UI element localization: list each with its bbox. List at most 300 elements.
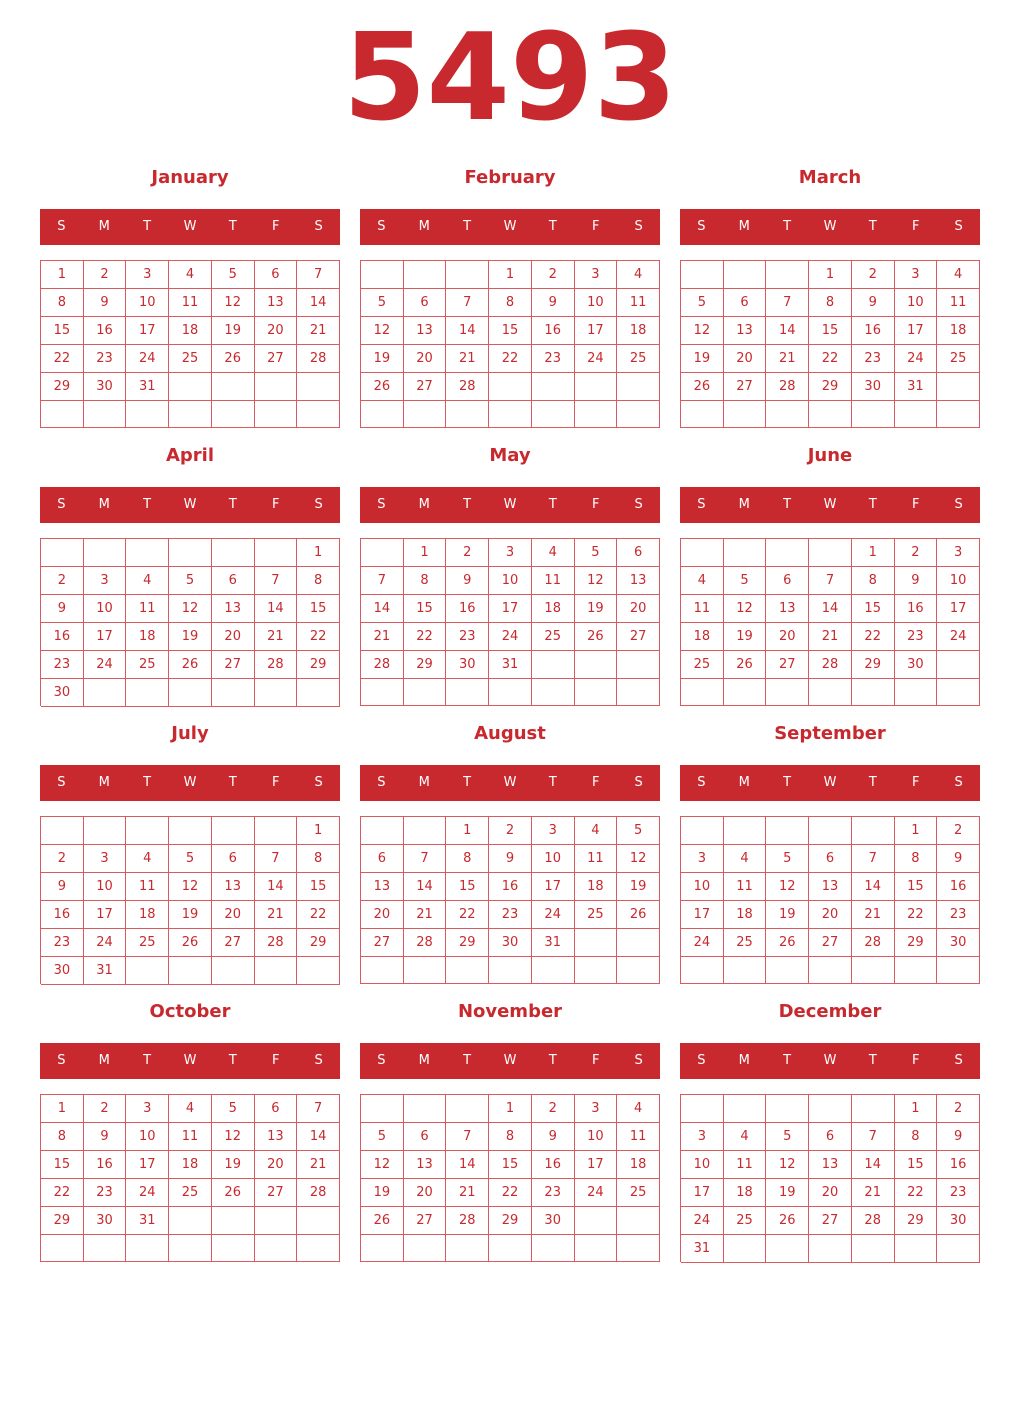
- day-cell: 8: [297, 567, 340, 595]
- day-cell: 9: [532, 289, 575, 317]
- day-cell: 28: [446, 373, 489, 401]
- weekday-label: M: [738, 219, 750, 234]
- day-cell: 28: [255, 651, 298, 679]
- day-cell: 20: [809, 1179, 852, 1207]
- weekday-label: F: [911, 1053, 920, 1068]
- month-name: June: [807, 445, 853, 466]
- day-cell: 7: [361, 567, 404, 595]
- day-cell: 3: [575, 261, 618, 289]
- empty-day-cell: [617, 1235, 660, 1262]
- days-grid: [680, 1094, 980, 1262]
- day-cell: 6: [212, 567, 255, 595]
- weekday-label: W: [823, 219, 837, 234]
- day-cell: 7: [766, 289, 809, 317]
- day-cell: 9: [895, 567, 938, 595]
- empty-day-cell: [489, 373, 532, 401]
- day-cell: 10: [489, 567, 532, 595]
- empty-day-cell: [532, 373, 575, 401]
- month-december: [680, 992, 980, 1262]
- empty-day-cell: [852, 817, 895, 845]
- day-cell: 27: [724, 373, 767, 401]
- day-cell: 6: [724, 289, 767, 317]
- day-cell: 10: [84, 595, 127, 623]
- empty-day-cell: [575, 651, 618, 679]
- weekday-label: W: [823, 1053, 837, 1068]
- month-name: May: [489, 445, 531, 466]
- day-cell: 3: [895, 261, 938, 289]
- day-cell: 20: [766, 623, 809, 651]
- day-cell: 24: [489, 623, 532, 651]
- empty-day-cell: [766, 401, 809, 428]
- day-cell: 22: [297, 623, 340, 651]
- year-title: 5493: [343, 9, 677, 148]
- day-cell: 23: [895, 623, 938, 651]
- day-cell: 29: [41, 1207, 84, 1235]
- day-cell: 12: [617, 845, 660, 873]
- day-cell: 18: [724, 901, 767, 929]
- empty-day-cell: [446, 679, 489, 706]
- day-cell: 30: [84, 373, 127, 401]
- empty-day-cell: [852, 401, 895, 428]
- day-cell: 26: [766, 1207, 809, 1235]
- weekday-label: S: [314, 497, 323, 512]
- day-cell: 27: [361, 929, 404, 957]
- empty-day-cell: [404, 261, 447, 289]
- day-cell: 3: [489, 539, 532, 567]
- empty-day-cell: [446, 1095, 489, 1123]
- empty-day-cell: [937, 957, 980, 984]
- day-cell: 6: [809, 845, 852, 873]
- day-cell: 3: [84, 567, 127, 595]
- day-cell: 1: [404, 539, 447, 567]
- day-cell: 11: [169, 1123, 212, 1151]
- empty-day-cell: [809, 401, 852, 428]
- empty-day-cell: [766, 1235, 809, 1263]
- empty-day-cell: [212, 401, 255, 428]
- empty-day-cell: [617, 957, 660, 984]
- day-cell: 18: [575, 873, 618, 901]
- weekday-label: T: [143, 775, 152, 790]
- day-cell: 11: [532, 567, 575, 595]
- day-cell: 12: [575, 567, 618, 595]
- day-cell: 7: [404, 845, 447, 873]
- month-name: December: [778, 1001, 882, 1022]
- day-cell: 30: [41, 957, 84, 985]
- days-grid: [360, 1094, 660, 1262]
- day-cell: 5: [361, 1123, 404, 1151]
- day-cell: 12: [766, 873, 809, 901]
- weekday-label: S: [57, 219, 66, 234]
- day-cell: 9: [532, 1123, 575, 1151]
- day-cell: 24: [126, 1179, 169, 1207]
- day-cell: 23: [446, 623, 489, 651]
- day-cell: 24: [126, 345, 169, 373]
- weekday-label: F: [271, 497, 280, 512]
- day-cell: 6: [404, 289, 447, 317]
- day-cell: 28: [297, 1179, 340, 1207]
- day-cell: 14: [766, 317, 809, 345]
- day-cell: 15: [895, 873, 938, 901]
- empty-day-cell: [852, 1235, 895, 1263]
- day-cell: 15: [809, 317, 852, 345]
- empty-day-cell: [575, 679, 618, 706]
- day-cell: 12: [212, 289, 255, 317]
- empty-day-cell: [41, 401, 84, 428]
- day-cell: 27: [766, 651, 809, 679]
- day-cell: 22: [852, 623, 895, 651]
- day-cell: 1: [852, 539, 895, 567]
- day-cell: 14: [297, 1123, 340, 1151]
- weekday-label: S: [314, 219, 323, 234]
- day-cell: 24: [84, 929, 127, 957]
- weekday-label: M: [738, 497, 750, 512]
- day-cell: 23: [852, 345, 895, 373]
- empty-day-cell: [255, 1207, 298, 1235]
- day-cell: 20: [361, 901, 404, 929]
- empty-day-cell: [724, 1235, 767, 1263]
- empty-day-cell: [126, 401, 169, 428]
- day-cell: 28: [361, 651, 404, 679]
- day-cell: 3: [84, 845, 127, 873]
- day-cell: 7: [297, 261, 340, 289]
- empty-day-cell: [297, 1235, 340, 1262]
- day-cell: 20: [255, 317, 298, 345]
- empty-day-cell: [297, 679, 340, 707]
- weekday-label: T: [228, 219, 237, 234]
- day-cell: 29: [895, 929, 938, 957]
- weekday-label: S: [954, 497, 963, 512]
- day-cell: 24: [681, 929, 724, 957]
- day-cell: 5: [766, 845, 809, 873]
- day-cell: 17: [126, 1151, 169, 1179]
- day-cell: 25: [169, 345, 212, 373]
- day-cell: 15: [489, 317, 532, 345]
- day-cell: 17: [681, 901, 724, 929]
- weekday-label: T: [783, 219, 792, 234]
- day-cell: 8: [297, 845, 340, 873]
- day-cell: 12: [212, 1123, 255, 1151]
- day-cell: 1: [446, 817, 489, 845]
- day-cell: 7: [852, 845, 895, 873]
- empty-day-cell: [169, 539, 212, 567]
- day-cell: 2: [446, 539, 489, 567]
- weekday-label: M: [418, 219, 430, 234]
- day-cell: 6: [255, 261, 298, 289]
- day-cell: 7: [255, 567, 298, 595]
- days-grid: [40, 260, 340, 428]
- days-grid: [680, 260, 980, 428]
- month-name: November: [457, 1001, 563, 1022]
- day-cell: 26: [169, 651, 212, 679]
- empty-day-cell: [532, 651, 575, 679]
- days-grid: [360, 816, 660, 984]
- day-cell: 7: [446, 1123, 489, 1151]
- day-cell: 26: [212, 345, 255, 373]
- day-cell: 8: [852, 567, 895, 595]
- weekday-label: T: [783, 1053, 792, 1068]
- day-cell: 5: [169, 567, 212, 595]
- empty-day-cell: [212, 539, 255, 567]
- empty-day-cell: [809, 679, 852, 706]
- day-cell: 1: [489, 1095, 532, 1123]
- day-cell: 10: [84, 873, 127, 901]
- day-cell: 21: [255, 901, 298, 929]
- day-cell: 9: [41, 595, 84, 623]
- weekday-label: W: [503, 219, 517, 234]
- day-cell: 24: [895, 345, 938, 373]
- weekday-header: [40, 487, 340, 523]
- day-cell: 13: [212, 873, 255, 901]
- day-cell: 25: [724, 929, 767, 957]
- weekday-label: S: [634, 219, 643, 234]
- weekday-label: M: [98, 497, 110, 512]
- day-cell: 9: [852, 289, 895, 317]
- empty-day-cell: [297, 373, 340, 401]
- day-cell: 21: [852, 1179, 895, 1207]
- day-cell: 11: [169, 289, 212, 317]
- weekday-label: W: [503, 775, 517, 790]
- day-cell: 14: [446, 317, 489, 345]
- day-cell: 11: [617, 289, 660, 317]
- day-cell: 1: [809, 261, 852, 289]
- days-grid: [680, 538, 980, 706]
- empty-day-cell: [766, 1095, 809, 1123]
- empty-day-cell: [404, 957, 447, 984]
- month-may: [360, 436, 660, 706]
- day-cell: 15: [297, 595, 340, 623]
- weekday-label: S: [634, 775, 643, 790]
- empty-day-cell: [84, 817, 127, 845]
- empty-day-cell: [361, 1095, 404, 1123]
- month-name: September: [774, 723, 886, 744]
- empty-day-cell: [724, 1095, 767, 1123]
- empty-day-cell: [446, 261, 489, 289]
- day-cell: 8: [41, 1123, 84, 1151]
- month-name: July: [171, 723, 209, 744]
- month-march: [680, 158, 980, 428]
- day-cell: 31: [126, 1207, 169, 1235]
- weekday-label: T: [868, 497, 877, 512]
- day-cell: 30: [937, 1207, 980, 1235]
- day-cell: 12: [766, 1151, 809, 1179]
- day-cell: 23: [532, 1179, 575, 1207]
- day-cell: 7: [297, 1095, 340, 1123]
- day-cell: 22: [297, 901, 340, 929]
- day-cell: 5: [169, 845, 212, 873]
- month-june: [680, 436, 980, 706]
- day-cell: 20: [255, 1151, 298, 1179]
- weekday-label: T: [548, 775, 557, 790]
- day-cell: 30: [489, 929, 532, 957]
- empty-day-cell: [766, 539, 809, 567]
- day-cell: 1: [41, 261, 84, 289]
- day-cell: 14: [852, 873, 895, 901]
- day-cell: 16: [446, 595, 489, 623]
- day-cell: 27: [617, 623, 660, 651]
- day-cell: 6: [617, 539, 660, 567]
- day-cell: 9: [446, 567, 489, 595]
- weekday-header: [40, 1043, 340, 1079]
- weekday-label: S: [697, 1053, 706, 1068]
- day-cell: 6: [404, 1123, 447, 1151]
- day-cell: 6: [766, 567, 809, 595]
- day-cell: 13: [255, 289, 298, 317]
- empty-day-cell: [617, 651, 660, 679]
- day-cell: 26: [169, 929, 212, 957]
- days-grid: [360, 260, 660, 428]
- day-cell: 17: [126, 317, 169, 345]
- empty-day-cell: [212, 817, 255, 845]
- empty-day-cell: [41, 539, 84, 567]
- weekday-header: [680, 487, 980, 523]
- month-name: March: [798, 167, 862, 188]
- day-cell: 9: [937, 1123, 980, 1151]
- day-cell: 2: [41, 845, 84, 873]
- day-cell: 17: [575, 1151, 618, 1179]
- day-cell: 8: [809, 289, 852, 317]
- empty-day-cell: [361, 539, 404, 567]
- weekday-label: T: [548, 219, 557, 234]
- day-cell: 31: [126, 373, 169, 401]
- day-cell: 11: [575, 845, 618, 873]
- month-november: [360, 992, 660, 1262]
- day-cell: 4: [617, 1095, 660, 1123]
- day-cell: 25: [532, 623, 575, 651]
- empty-day-cell: [681, 679, 724, 706]
- day-cell: 22: [404, 623, 447, 651]
- weekday-label: W: [183, 497, 197, 512]
- weekday-label: F: [911, 497, 920, 512]
- empty-day-cell: [404, 1095, 447, 1123]
- weekday-header: [40, 765, 340, 801]
- day-cell: 20: [212, 901, 255, 929]
- empty-day-cell: [766, 957, 809, 984]
- day-cell: 23: [84, 1179, 127, 1207]
- empty-day-cell: [766, 261, 809, 289]
- weekday-label: M: [98, 775, 110, 790]
- empty-day-cell: [681, 1095, 724, 1123]
- day-cell: 9: [937, 845, 980, 873]
- day-cell: 28: [255, 929, 298, 957]
- empty-day-cell: [255, 679, 298, 707]
- day-cell: 23: [41, 651, 84, 679]
- weekday-header: [360, 1043, 660, 1079]
- day-cell: 25: [724, 1207, 767, 1235]
- empty-day-cell: [255, 401, 298, 428]
- day-cell: 8: [41, 289, 84, 317]
- day-cell: 20: [809, 901, 852, 929]
- day-cell: 22: [41, 345, 84, 373]
- empty-day-cell: [446, 401, 489, 428]
- day-cell: 20: [724, 345, 767, 373]
- empty-day-cell: [126, 539, 169, 567]
- empty-day-cell: [895, 679, 938, 706]
- day-cell: 23: [41, 929, 84, 957]
- month-name: April: [165, 445, 215, 466]
- day-cell: 19: [169, 623, 212, 651]
- weekday-label: S: [377, 219, 386, 234]
- day-cell: 13: [212, 595, 255, 623]
- day-cell: 24: [575, 1179, 618, 1207]
- empty-day-cell: [617, 679, 660, 706]
- weekday-label: T: [463, 1053, 472, 1068]
- day-cell: 16: [41, 623, 84, 651]
- day-cell: 8: [404, 567, 447, 595]
- day-cell: 15: [489, 1151, 532, 1179]
- day-cell: 20: [212, 623, 255, 651]
- weekday-label: T: [228, 497, 237, 512]
- empty-day-cell: [724, 401, 767, 428]
- day-cell: 28: [852, 929, 895, 957]
- month-september: [680, 714, 980, 984]
- empty-day-cell: [361, 957, 404, 984]
- day-cell: 13: [404, 1151, 447, 1179]
- empty-day-cell: [681, 401, 724, 428]
- weekday-label: S: [954, 1053, 963, 1068]
- empty-day-cell: [532, 957, 575, 984]
- day-cell: 13: [255, 1123, 298, 1151]
- day-cell: 25: [681, 651, 724, 679]
- day-cell: 20: [404, 345, 447, 373]
- day-cell: 21: [255, 623, 298, 651]
- day-cell: 11: [617, 1123, 660, 1151]
- weekday-label: M: [738, 775, 750, 790]
- weekday-label: T: [868, 219, 877, 234]
- day-cell: 13: [404, 317, 447, 345]
- empty-day-cell: [41, 817, 84, 845]
- days-grid: [40, 538, 340, 706]
- day-cell: 10: [895, 289, 938, 317]
- day-cell: 1: [41, 1095, 84, 1123]
- day-cell: 27: [255, 1179, 298, 1207]
- day-cell: 20: [617, 595, 660, 623]
- day-cell: 8: [895, 1123, 938, 1151]
- empty-day-cell: [297, 401, 340, 428]
- empty-day-cell: [212, 957, 255, 985]
- day-cell: 18: [169, 317, 212, 345]
- day-cell: 10: [937, 567, 980, 595]
- weekday-label: F: [271, 219, 280, 234]
- day-cell: 25: [126, 929, 169, 957]
- day-cell: 10: [681, 1151, 724, 1179]
- day-cell: 25: [617, 345, 660, 373]
- weekday-label: T: [143, 219, 152, 234]
- day-cell: 5: [212, 261, 255, 289]
- day-cell: 17: [532, 873, 575, 901]
- day-cell: 29: [895, 1207, 938, 1235]
- day-cell: 17: [681, 1179, 724, 1207]
- day-cell: 9: [41, 873, 84, 901]
- day-cell: 19: [617, 873, 660, 901]
- day-cell: 2: [937, 1095, 980, 1123]
- empty-day-cell: [169, 1235, 212, 1262]
- day-cell: 22: [895, 1179, 938, 1207]
- weekday-label: S: [57, 497, 66, 512]
- day-cell: 18: [937, 317, 980, 345]
- day-cell: 4: [617, 261, 660, 289]
- day-cell: 29: [446, 929, 489, 957]
- day-cell: 11: [937, 289, 980, 317]
- day-cell: 1: [895, 817, 938, 845]
- day-cell: 27: [809, 929, 852, 957]
- empty-day-cell: [361, 1235, 404, 1262]
- day-cell: 19: [212, 317, 255, 345]
- empty-day-cell: [84, 1235, 127, 1262]
- empty-day-cell: [681, 261, 724, 289]
- day-cell: 27: [404, 373, 447, 401]
- weekday-label: T: [783, 775, 792, 790]
- weekday-label: F: [591, 775, 600, 790]
